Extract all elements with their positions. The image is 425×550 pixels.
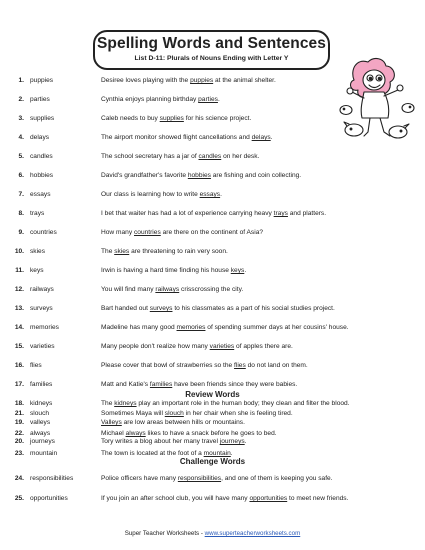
footer-link[interactable]: www.superteacherworksheets.com xyxy=(204,530,301,537)
example-sentence: David's grandfather's favorite hobbies are fishing and coin collecting. xyxy=(101,172,302,179)
spelling-word: countries xyxy=(30,229,57,236)
list-item xyxy=(0,190,425,200)
underlined-word: responsibilities xyxy=(177,475,222,482)
spelling-word: puppies xyxy=(30,77,54,84)
example-sentence: Desiree loves playing with the puppies at the animal shelter. xyxy=(101,77,276,84)
example-sentence: Cynthia enjoys planning birthday parties. xyxy=(101,96,220,103)
underlined-word: mountain xyxy=(203,450,231,457)
item-number: 8. xyxy=(18,210,24,217)
list-item xyxy=(0,76,425,86)
spelling-word: varieties xyxy=(30,343,55,350)
review-word: mountain xyxy=(30,450,58,457)
underlined-word: countries xyxy=(133,229,161,236)
list-item xyxy=(0,114,425,124)
example-sentence: Valleys are low areas between hills or mountains. xyxy=(101,419,245,426)
item-number: 12. xyxy=(14,286,24,293)
list-item xyxy=(0,247,425,257)
spelling-word: memories xyxy=(30,324,59,331)
underlined-word: supplies xyxy=(159,115,184,122)
item-number: 17. xyxy=(14,381,24,388)
example-sentence: Irwin is having a hard time finding his house keys. xyxy=(101,267,247,274)
item-number: 5. xyxy=(18,153,24,160)
example-sentence: Bart handed out surveys to his classmates as a part of his social studies project. xyxy=(101,305,335,312)
list-item xyxy=(0,209,425,219)
list-item xyxy=(0,304,425,314)
item-number: 9. xyxy=(18,229,24,236)
example-sentence: Our class is learning how to write essays. xyxy=(101,191,222,198)
spelling-word: hobbies xyxy=(30,172,54,179)
example-sentence: Caleb needs to buy supplies for his science project. xyxy=(101,115,252,122)
list-item xyxy=(0,171,425,181)
example-sentence: Many people don't realize how many varieties of apples there are. xyxy=(101,343,293,350)
underlined-word: skies xyxy=(114,248,130,255)
spelling-word: valleys xyxy=(30,419,51,426)
item-number: 20. xyxy=(14,438,24,445)
underlined-word: always xyxy=(125,430,146,437)
spelling-word: parties xyxy=(30,96,50,103)
example-sentence: Matt and Katie's families have been friends since they were babies. xyxy=(101,381,298,388)
item-number: 4. xyxy=(18,134,24,141)
list-item xyxy=(0,418,425,428)
spelling-word: families xyxy=(30,381,53,388)
list-item xyxy=(0,152,425,162)
example-sentence: Sometimes Maya will slouch in her chair when she is feeling tired. xyxy=(101,410,293,417)
challenge-word: responsibilities xyxy=(30,475,74,482)
example-sentence: The skies are threatening to rain very soon. xyxy=(101,248,228,255)
underlined-word: trays xyxy=(273,210,288,217)
underlined-word: railways xyxy=(155,286,180,293)
item-number: 6. xyxy=(18,172,24,179)
underlined-word: parties xyxy=(198,96,218,103)
underlined-word: memories xyxy=(176,324,206,331)
item-number: 7. xyxy=(18,191,24,198)
list-item xyxy=(0,494,425,504)
underlined-word: families xyxy=(149,381,173,388)
spelling-word: candles xyxy=(30,153,53,160)
item-number: 11. xyxy=(15,267,24,274)
example-sentence: The school secretary has a jar of candles on her desk. xyxy=(101,153,260,160)
underlined-word: kidneys xyxy=(114,400,137,407)
list-item xyxy=(0,285,425,295)
underlined-word: essays xyxy=(199,191,221,198)
item-number: 2. xyxy=(18,96,24,103)
item-number: 3. xyxy=(18,115,24,122)
list-item xyxy=(0,429,425,439)
example-sentence: Michael always likes to have a snack before he goes to bed. xyxy=(101,430,277,437)
item-number: 14. xyxy=(14,324,24,331)
item-number: 22. xyxy=(14,430,24,437)
footer-text: Super Teacher Worksheets - xyxy=(124,530,205,537)
example-sentence: How many countries are there on the continent of Asia? xyxy=(101,229,264,236)
item-number: 23. xyxy=(14,450,24,457)
spelling-word: delays xyxy=(30,134,50,141)
footer xyxy=(0,530,425,537)
item-number: 13. xyxy=(14,305,24,312)
item-number: 24. xyxy=(14,475,24,482)
example-sentence: If you join an after school club, you will have many opportunities to meet new friends. xyxy=(101,495,349,502)
list-item xyxy=(0,409,425,419)
underlined-word: hobbies xyxy=(187,172,211,179)
item-number: 1. xyxy=(18,77,24,84)
item-number: 15. xyxy=(14,343,24,350)
item-number: 16. xyxy=(14,362,24,369)
challenge-words-heading: Challenge Words xyxy=(179,457,246,466)
underlined-word: Valleys xyxy=(101,419,122,426)
item-number: 18. xyxy=(14,400,24,407)
list-item xyxy=(0,323,425,333)
example-sentence: The airport monitor showed flight cancellations and delays. xyxy=(101,134,273,141)
underlined-word: flies xyxy=(234,362,246,369)
spelling-word: keys xyxy=(30,267,44,274)
spelling-word: essays xyxy=(30,191,51,198)
example-sentence: Police officers have many responsibilities, and one of them is keeping you safe. xyxy=(101,475,333,482)
spelling-word: kidneys xyxy=(30,400,53,407)
example-sentence: Madeline has many good memories of spending summer days at her cousins' house. xyxy=(101,324,349,331)
page-subtitle: List D-11: Plurals of Nouns Ending with Letter Y xyxy=(134,55,289,62)
example-sentence: Please cover that bowl of strawberries so the flies do not land on them. xyxy=(101,362,308,369)
item-number: 21. xyxy=(14,410,24,417)
spelling-word: trays xyxy=(30,210,45,217)
spelling-word: supplies xyxy=(30,115,55,122)
list-item xyxy=(0,474,425,484)
underlined-word: slouch xyxy=(164,410,184,417)
review-words-heading: Review Words xyxy=(185,390,240,399)
review-word: slouch xyxy=(30,410,50,417)
spelling-word: flies xyxy=(30,362,42,369)
item-number: 19. xyxy=(14,419,24,426)
challenge-word: opportunities xyxy=(30,495,68,502)
spelling-word: journeys xyxy=(30,438,55,445)
example-sentence: The kidneys play an important role in the human body; they clean and filter the blood. xyxy=(101,400,350,407)
underlined-word: candles xyxy=(198,153,222,160)
underlined-word: surveys xyxy=(149,305,173,312)
underlined-word: keys xyxy=(230,267,245,274)
example-sentence: Tory writes a blog about her many travel journeys. xyxy=(101,438,247,445)
example-sentence: The town is located at the foot of a mountain. xyxy=(101,450,233,457)
spelling-word: surveys xyxy=(30,305,53,312)
list-item xyxy=(0,342,425,352)
list-item xyxy=(0,228,425,238)
spelling-word: railways xyxy=(30,286,54,293)
underlined-word: delays xyxy=(251,134,271,141)
underlined-word: puppies xyxy=(190,77,214,84)
underlined-word: journeys xyxy=(219,438,245,445)
list-item xyxy=(0,399,425,409)
list-item xyxy=(0,266,425,276)
item-number: 10. xyxy=(14,248,24,255)
list-item xyxy=(0,361,425,371)
list-item xyxy=(0,380,425,390)
review-word: always xyxy=(30,430,51,437)
spelling-word: skies xyxy=(30,248,46,255)
page-title: Spelling Words and Sentences xyxy=(96,35,327,52)
item-number: 25. xyxy=(14,495,24,502)
underlined-word: varieties xyxy=(209,343,235,350)
title-box xyxy=(93,30,330,70)
example-sentence: You will find many railways crisscrossing the city. xyxy=(101,286,244,293)
list-item xyxy=(0,95,425,105)
example-sentence: I bet that waiter has had a lot of experience carrying heavy trays and platters. xyxy=(101,210,327,217)
list-item xyxy=(0,133,425,143)
underlined-word: opportunities xyxy=(249,495,288,502)
